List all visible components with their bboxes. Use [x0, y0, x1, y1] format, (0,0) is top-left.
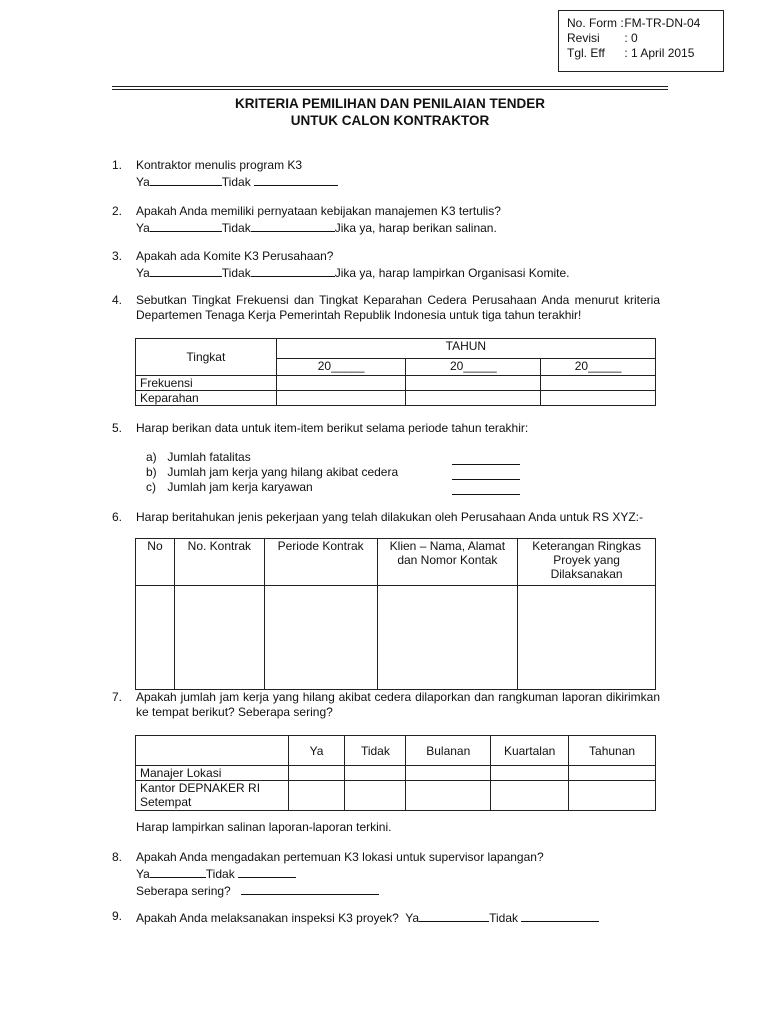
- tidak-blank[interactable]: [254, 173, 338, 186]
- ya-blank[interactable]: [150, 865, 206, 878]
- header-bulanan: Bulanan: [406, 736, 491, 766]
- item-label: a): [146, 450, 157, 464]
- table-cell[interactable]: [345, 766, 406, 781]
- question-number: 2.: [112, 204, 123, 218]
- header-no-kontrak: No. Kontrak: [174, 539, 264, 586]
- question-number: 8.: [112, 850, 123, 864]
- question-2: [112, 204, 660, 236]
- project-history-table: [135, 538, 656, 690]
- header-rule-bottom: [112, 89, 668, 90]
- tidak-label: Tidak: [221, 266, 251, 280]
- table-cell[interactable]: [276, 376, 406, 391]
- question-7-note: [112, 820, 660, 835]
- table-cell[interactable]: [406, 781, 491, 811]
- question-text: Harap beritahukan jenis pekerjaan yang telah dilakukan oleh Perusahaan Anda untuk RS XYZ:-: [136, 510, 643, 524]
- tidak-label: Tidak: [221, 221, 251, 235]
- question-text: Apakah Anda mengadakan pertemuan K3 lokasi untuk supervisor lapangan?: [136, 850, 544, 864]
- ya-blank[interactable]: [150, 264, 222, 277]
- item-a-blank[interactable]: [452, 450, 520, 465]
- question-3: [112, 249, 660, 281]
- ya-blank[interactable]: [150, 219, 222, 232]
- question-4: [112, 293, 660, 323]
- frequency-label: Seberapa sering?: [136, 884, 231, 898]
- tidak-blank[interactable]: [251, 264, 335, 277]
- no-form-label: No. Form :: [567, 16, 624, 30]
- item-c-blank[interactable]: [452, 480, 520, 495]
- table-cell[interactable]: [288, 781, 345, 811]
- question-text: Harap berikan data untuk item-item berikut selama periode tahun terakhir:: [136, 421, 529, 435]
- table-cell[interactable]: [174, 586, 264, 690]
- table-cell[interactable]: [276, 391, 406, 406]
- header-rule-top: [112, 86, 668, 87]
- table-cell[interactable]: [136, 586, 175, 690]
- revisi-value: : 0: [624, 31, 638, 45]
- table-cell[interactable]: [541, 391, 656, 406]
- item-text: Jumlah jam kerja karyawan: [167, 480, 313, 494]
- document-title: [112, 95, 668, 129]
- item-text: Jumlah fatalitas: [167, 450, 251, 464]
- question-text: Apakah Anda memiliki pernyataan kebijakan manajemen K3 tertulis?: [136, 204, 501, 218]
- table-cell[interactable]: [518, 586, 656, 690]
- header-ya: Ya: [288, 736, 345, 766]
- item-text: Jumlah jam kerja yang hilang akibat cedera: [167, 465, 399, 479]
- note-text: Jika ya, harap lampirkan Organisasi Komite.: [334, 266, 570, 280]
- ya-label: Ya: [405, 911, 420, 925]
- ya-label: Ya: [136, 221, 150, 235]
- tgl-eff-value: : 1 April 2015: [624, 46, 695, 60]
- table-cell[interactable]: [345, 781, 406, 811]
- table-cell[interactable]: [541, 376, 656, 391]
- question-text: Sebutkan Tingkat Frekuensi dan Tingkat Keparahan Cedera Perusahaan Anda menurut kriteria Departemen Tenaga Kerja Pemerintah Republik Indonesia untuk tiga tahun terakhir!: [136, 293, 660, 322]
- question-9: [112, 909, 660, 926]
- ya-label: Ya: [136, 867, 150, 881]
- report-frequency-table: [135, 735, 656, 811]
- question-number: 1.: [112, 158, 123, 172]
- table-cell: [136, 736, 289, 766]
- note-text: Jika ya, harap berikan salinan.: [334, 221, 497, 235]
- question-text: Apakah Anda melaksanakan inspeksi K3 proyek?: [136, 911, 399, 925]
- table-cell[interactable]: [491, 766, 569, 781]
- question-number: 5.: [112, 421, 123, 435]
- title-line-1: KRITERIA PEMILIHAN DAN PENILAIAN TENDER: [234, 96, 545, 111]
- table-cell[interactable]: [288, 766, 345, 781]
- ya-blank[interactable]: [150, 173, 222, 186]
- tingkat-header: Tingkat: [136, 339, 277, 376]
- ya-blank[interactable]: [419, 909, 489, 922]
- item-b: [146, 465, 398, 480]
- tgl-eff-label: Tgl. Eff: [567, 46, 605, 60]
- tidak-blank[interactable]: [238, 865, 296, 878]
- form-info-box: [558, 10, 724, 72]
- header-periode-kontrak: Periode Kontrak: [264, 539, 377, 586]
- tidak-label: Tidak: [221, 175, 251, 189]
- table-cell[interactable]: [406, 766, 491, 781]
- question-number: 7.: [112, 690, 123, 704]
- table-cell[interactable]: [569, 766, 656, 781]
- header-keterangan: Keterangan Ringkas Proyek yang Dilaksanakan: [518, 539, 656, 586]
- question-text: Apakah ada Komite K3 Perusahaan?: [136, 249, 334, 263]
- kantor-depnaker-label: [136, 781, 289, 811]
- frekuensi-label: Frekuensi: [136, 376, 277, 391]
- title-line-2: UNTUK CALON KONTRAKTOR: [290, 113, 490, 128]
- item-c: [146, 480, 313, 495]
- question-number: 9.: [112, 909, 123, 923]
- header-tidak: Tidak: [345, 736, 406, 766]
- question-text: Apakah jumlah jam kerja yang hilang akibat cedera dilaporkan dan rangkuman laporan dikirimkan ke tempat berikut? Seberapa sering?: [136, 690, 660, 719]
- header-no: No: [136, 539, 175, 586]
- no-form-value: FM-TR-DN-04: [624, 16, 701, 30]
- ya-label: Ya: [136, 266, 150, 280]
- tidak-blank[interactable]: [251, 219, 335, 232]
- tahun-header: TAHUN: [276, 339, 655, 359]
- question-text: Kontraktor menulis program K3: [136, 158, 303, 172]
- item-label: b): [146, 465, 157, 479]
- kantor-line-1: Kantor DEPNAKER RI: [140, 781, 261, 795]
- kantor-line-2: Setempat: [140, 795, 192, 809]
- item-label: c): [146, 480, 156, 494]
- frequency-blank[interactable]: [241, 882, 379, 895]
- header-kuartalan: Kuartalan: [491, 736, 569, 766]
- question-number: 3.: [112, 249, 123, 263]
- note-text: Harap lampirkan salinan laporan-laporan terkini.: [136, 820, 392, 834]
- tidak-label: Tidak: [205, 867, 235, 881]
- question-number: 4.: [112, 293, 123, 307]
- table-cell[interactable]: [264, 586, 377, 690]
- ya-label: Ya: [136, 175, 150, 189]
- table-cell[interactable]: [406, 376, 541, 391]
- tidak-blank[interactable]: [521, 909, 599, 922]
- year-3-header[interactable]: 20_____: [541, 359, 656, 376]
- item-a: [146, 450, 251, 465]
- question-1: [112, 158, 660, 190]
- header-tahunan: Tahunan: [569, 736, 656, 766]
- question-6: [112, 510, 660, 525]
- tidak-label: Tidak: [489, 911, 518, 925]
- revisi-label: Revisi: [567, 31, 600, 45]
- question-number: 6.: [112, 510, 123, 524]
- table-cell[interactable]: [491, 781, 569, 811]
- header-klien: Klien – Nama, Alamat dan Nomor Kontak: [377, 539, 518, 586]
- year-1-header[interactable]: 20_____: [276, 359, 406, 376]
- question-5: [112, 421, 660, 436]
- frequency-severity-table: [135, 338, 656, 406]
- table-cell[interactable]: [406, 391, 541, 406]
- question-7: [112, 690, 660, 720]
- manajer-lokasi-label: Manajer Lokasi: [136, 766, 289, 781]
- year-2-header[interactable]: 20_____: [406, 359, 541, 376]
- table-cell[interactable]: [569, 781, 656, 811]
- table-cell[interactable]: [377, 586, 518, 690]
- question-8: [112, 850, 660, 899]
- item-b-blank[interactable]: [452, 465, 520, 480]
- keparahan-label: Keparahan: [136, 391, 277, 406]
